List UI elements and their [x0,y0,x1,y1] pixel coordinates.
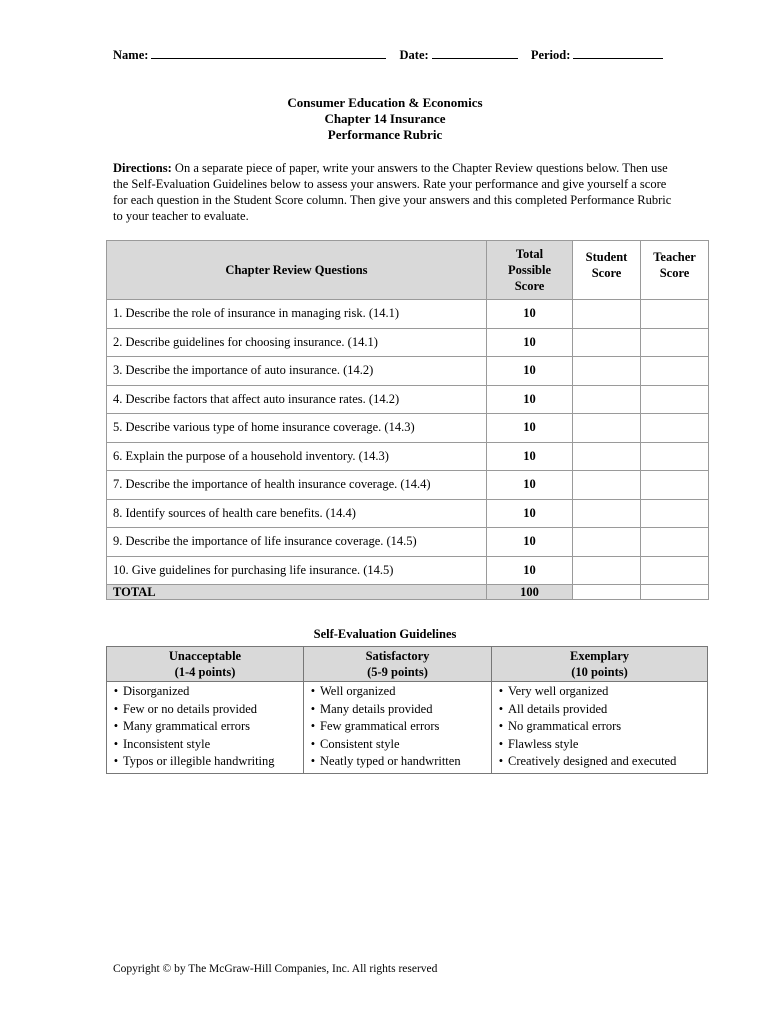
list-item: • Inconsistent style [113,736,211,751]
list-item: • Few or no details provided [113,701,258,716]
period-field[interactable] [573,46,663,59]
possible-score-cell: 10 [487,528,573,557]
teacher-score-cell[interactable] [641,300,709,329]
teacher-score-cell[interactable] [641,357,709,386]
question-cell: 8. Identify sources of health care benefits. (14.4) [107,499,487,528]
question-cell: 9. Describe the importance of life insurance coverage. (14.5) [107,528,487,557]
student-score-cell[interactable] [573,556,641,585]
name-label: Name: [113,48,149,62]
total-row [107,585,709,600]
list-item: • Well organized [310,684,396,698]
student-score-cell[interactable] [573,471,641,500]
date-label: Date: [399,48,429,62]
exemplary-header: Exemplary (10 points) [492,647,708,682]
rubric-title: Performance Rubric [327,127,443,142]
student-score-cell[interactable] [573,328,641,357]
directions-paragraph [113,160,673,224]
review-header-row [107,241,709,300]
table-row [107,385,709,414]
possible-score-cell: 10 [487,442,573,471]
table-row [107,300,709,329]
guidelines-body-row [107,682,708,774]
question-cell: 3. Describe the importance of auto insurance. (14.2) [107,357,487,386]
date-field[interactable] [432,46,518,59]
possible-score-cell: 10 [487,556,573,585]
list-item: • Neatly typed or handwritten [310,754,461,768]
teacher-score-cell[interactable] [641,385,709,414]
question-cell: 7. Describe the importance of health insurance coverage. (14.4) [107,471,487,500]
possible-score-cell: 10 [487,499,573,528]
list-item: • Consistent style [310,736,400,751]
student-score-cell[interactable] [573,414,641,443]
table-row [107,471,709,500]
total-possible-score: 100 [487,585,573,600]
question-cell: 10. Give guidelines for purchasing life insurance. (14.5) [107,556,487,585]
teacher-score-cell[interactable] [641,528,709,557]
possible-score-cell: 10 [487,328,573,357]
table-row [107,357,709,386]
student-score-cell[interactable] [573,442,641,471]
total-possible-header: Total Possible Score [487,241,573,300]
table-row [107,328,709,357]
list-item: • No grammatical errors [498,719,622,733]
list-item: • Many details provided [310,701,433,716]
student-info-line [113,46,663,63]
student-total-cell[interactable] [573,585,641,600]
teacher-total-cell[interactable] [641,585,709,600]
guidelines-title: Self-Evaluation Guidelines [313,627,457,641]
directions-text: On a separate piece of paper, write your answers to the Chapter Review questions below. Then use the Self-Evaluation Guidelines below to assess your answers. Rate your performance and give yourself a score for each question in the Student Score column. Then give your answers and this completed Performance Rubric to your teacher to evaluate. [113,161,672,223]
question-cell: 2. Describe guidelines for choosing insurance. (14.1) [107,328,487,357]
unacceptable-criteria [107,682,304,774]
course-title: Consumer Education & Economics [287,95,483,110]
table-row [107,414,709,443]
unacceptable-header: Unacceptable (1-4 points) [107,647,304,682]
questions-header: Chapter Review Questions [107,241,487,300]
list-item: • Typos or illegible handwriting [113,754,275,768]
guidelines-table [106,646,708,774]
teacher-score-cell[interactable] [641,414,709,443]
table-row [107,499,709,528]
teacher-score-header: Teacher Score [641,241,709,300]
list-item: • All details provided [498,701,608,716]
question-cell: 5. Describe various type of home insurance coverage. (14.3) [107,414,487,443]
list-item: • Flawless style [498,736,579,751]
list-item: • Many grammatical errors [113,719,251,733]
list-item: • Few grammatical errors [310,719,440,733]
possible-score-cell: 10 [487,357,573,386]
table-row [107,528,709,557]
guidelines-header-row [107,647,708,682]
student-score-cell[interactable] [573,385,641,414]
satisfactory-criteria [304,682,492,774]
teacher-score-cell[interactable] [641,328,709,357]
possible-score-cell: 10 [487,300,573,329]
review-table [106,240,709,600]
student-score-cell[interactable] [573,499,641,528]
question-cell: 6. Explain the purpose of a household inventory. (14.3) [107,442,487,471]
student-score-header: Student Score [573,241,641,300]
directions-label: Directions: [113,161,172,175]
student-score-cell[interactable] [573,357,641,386]
satisfactory-header: Satisfactory (5-9 points) [304,647,492,682]
table-row [107,556,709,585]
total-label: TOTAL [107,585,487,600]
period-label: Period: [530,48,571,62]
teacher-score-cell[interactable] [641,556,709,585]
table-row [107,442,709,471]
document-title [0,95,770,143]
question-cell: 1. Describe the role of insurance in managing risk. (14.1) [107,300,487,329]
possible-score-cell: 10 [487,471,573,500]
list-item: • Disorganized [113,684,190,698]
name-field[interactable] [151,46,386,59]
teacher-score-cell[interactable] [641,442,709,471]
student-score-cell[interactable] [573,300,641,329]
student-score-cell[interactable] [573,528,641,557]
teacher-score-cell[interactable] [641,471,709,500]
exemplary-criteria [492,682,708,774]
chapter-title: Chapter 14 Insurance [324,111,446,126]
list-item: • Creatively designed and executed [498,754,677,768]
copyright-footer: Copyright © by The McGraw-Hill Companies, Inc. All rights reserved [113,963,438,975]
question-cell: 4. Describe factors that affect auto insurance rates. (14.2) [107,385,487,414]
possible-score-cell: 10 [487,385,573,414]
teacher-score-cell[interactable] [641,499,709,528]
possible-score-cell: 10 [487,414,573,443]
list-item: • Very well organized [498,684,609,698]
